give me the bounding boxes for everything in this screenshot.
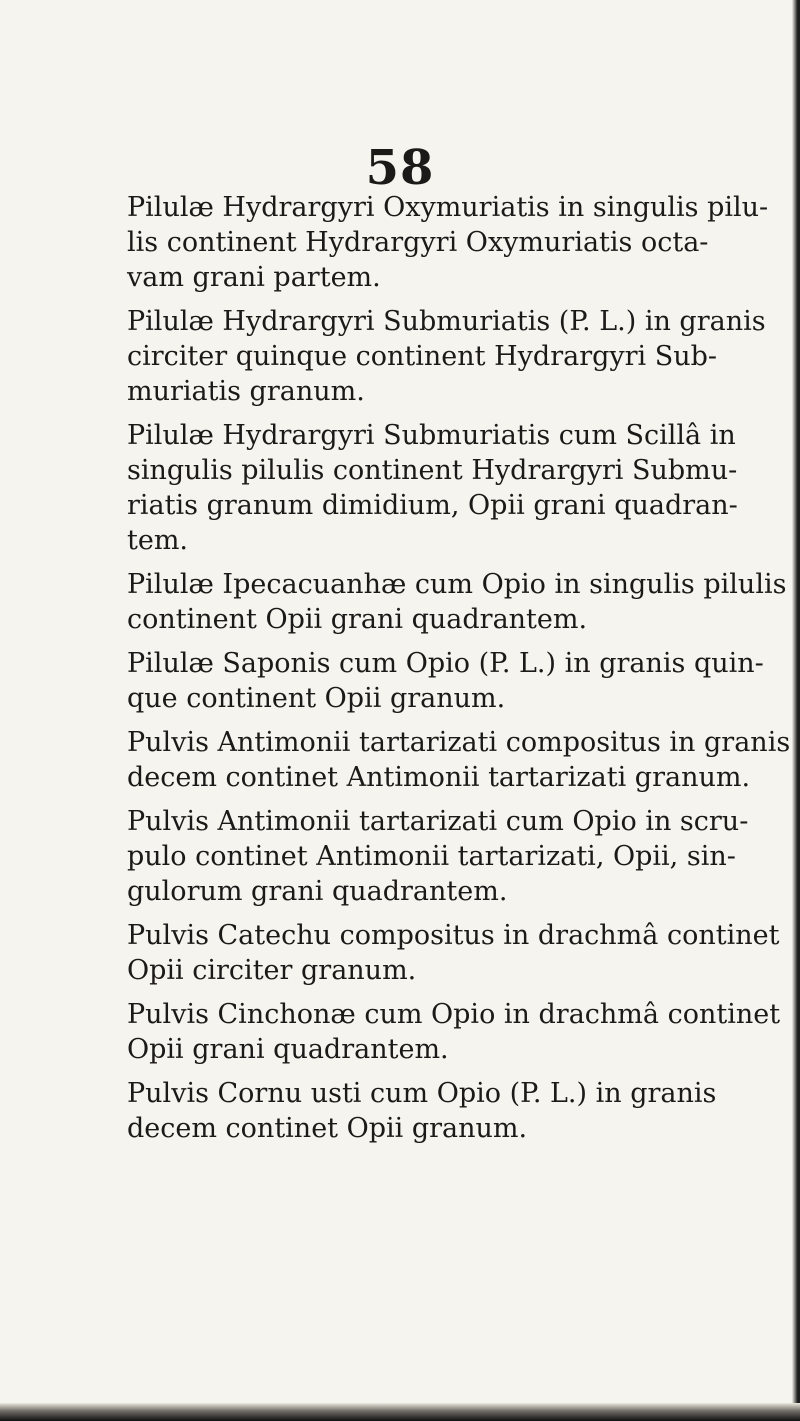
entry-line: Pilulæ Saponis cum Opio (P. L.) in granis quin- [127, 648, 764, 679]
entry-line: circiter quinque continent Hydrargyri Sub- [127, 341, 718, 372]
entry-line: Opii grani quadrantem. [127, 1034, 449, 1065]
entry-line: singulis pilulis continent Hydrargyri Submu- [127, 455, 738, 486]
entry-pilulae-ipecacuanhae-cum-opio [127, 567, 792, 637]
entry-line: que continent Opii granum. [127, 683, 506, 714]
entry-pilulae-hydrargyri-submuriatis-cum-scilla [127, 418, 792, 558]
entry-line: pulo continet Antimonii tartarizati, Opii, sin- [127, 841, 736, 872]
page-number: 58 [365, 140, 435, 196]
entry-pulvis-cinchonae-cum-opio [127, 997, 792, 1067]
entry-line: Pulvis Antimonii tartarizati cum Opio in scru- [127, 806, 749, 837]
entry-line: Pilulæ Hydrargyri Submuriatis (P. L.) in granis [127, 306, 766, 337]
entry-line: Pilulæ Hydrargyri Submuriatis cum Scillâ in [127, 420, 736, 451]
entry-pulvis-antimonii-tartarizati-cum-opio [127, 804, 792, 909]
entry-line: lis continent Hydrargyri Oxymuriatis octa- [127, 227, 709, 258]
entry-line: vam grani partem. [127, 262, 381, 293]
entry-line: Pulvis Cornu usti cum Opio (P. L.) in granis [127, 1078, 717, 1109]
page-bottom-edge [0, 1403, 800, 1421]
entry-line: tem. [127, 525, 189, 556]
entry-pilulae-hydrargyri-submuriatis [127, 304, 792, 409]
entry-line: Pulvis Cinchonæ cum Opio in drachmâ continet [127, 999, 781, 1030]
page-right-edge [792, 0, 800, 1421]
entry-pilulae-hydrargyri-oxymuriatis [127, 190, 792, 295]
entry-line: muriatis granum. [127, 376, 365, 407]
entry-line: Pilulæ Ipecacuanhæ cum Opio in singulis pilulis [127, 569, 787, 600]
entry-line: Opii circiter granum. [127, 955, 417, 986]
entry-line: gulorum grani quadrantem. [127, 876, 508, 907]
entry-line: Pulvis Antimonii tartarizati compositus in granis [127, 727, 791, 758]
prescription-list [127, 190, 792, 1155]
entry-line: continent Opii grani quadrantem. [127, 604, 588, 635]
entry-line: decem continet Antimonii tartarizati granum. [127, 762, 751, 793]
entry-pulvis-cornu-usti-cum-opio [127, 1076, 792, 1146]
entry-pulvis-antimonii-tartarizati-compositus [127, 725, 792, 795]
entry-pulvis-catechu-compositus [127, 918, 792, 988]
entry-line: riatis granum dimidium, Opii grani quadran- [127, 490, 738, 521]
entry-pilulae-saponis-cum-opio [127, 646, 792, 716]
entry-line: decem continet Opii granum. [127, 1113, 528, 1144]
entry-line: Pulvis Catechu compositus in drachmâ continet [127, 920, 780, 951]
entry-line: Pilulæ Hydrargyri Oxymuriatis in singulis pilu- [127, 192, 769, 223]
